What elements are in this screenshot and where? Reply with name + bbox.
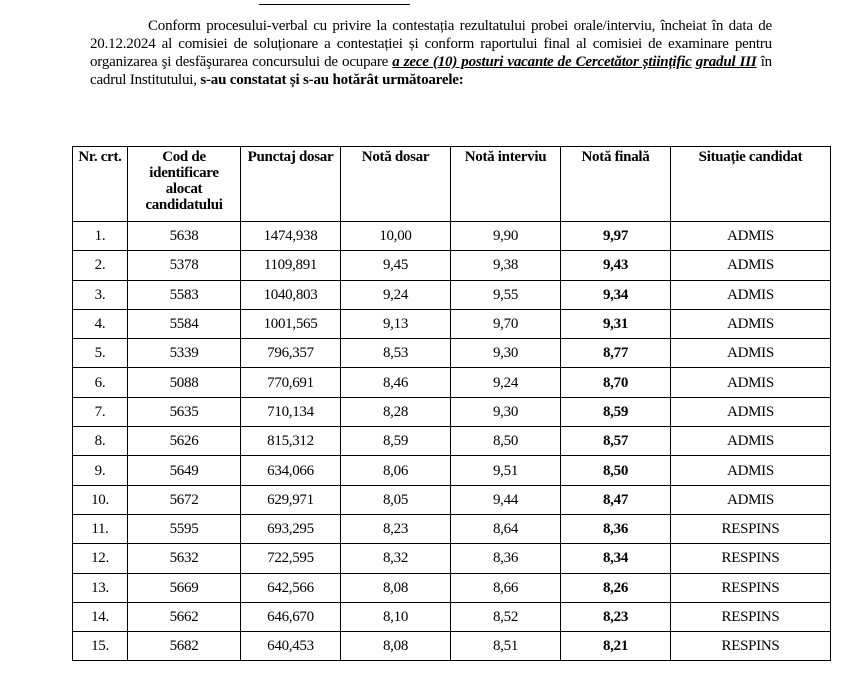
table-cell: ADMIS <box>671 309 831 338</box>
table-cell: 8,51 <box>451 632 561 661</box>
table-row <box>73 544 831 573</box>
column-header: Situație candidat <box>671 147 831 222</box>
table-cell: 5632 <box>128 544 241 573</box>
table-cell: 8,50 <box>561 456 671 485</box>
table-cell: 8,05 <box>341 485 451 514</box>
table-cell: 5584 <box>128 309 241 338</box>
table-cell: 8,77 <box>561 339 671 368</box>
table-cell: 8,28 <box>341 397 451 426</box>
table-cell: 9,24 <box>341 280 451 309</box>
table-cell: 5672 <box>128 485 241 514</box>
table-cell: 5669 <box>128 573 241 602</box>
table-cell: 693,295 <box>241 514 341 543</box>
table-cell: 1109,891 <box>241 251 341 280</box>
table-cell: ADMIS <box>671 427 831 456</box>
table-cell: 15. <box>73 632 128 661</box>
table-cell: 12. <box>73 544 128 573</box>
table-cell: 13. <box>73 573 128 602</box>
column-header: Punctaj dosar <box>241 147 341 222</box>
table-cell: 9,51 <box>451 456 561 485</box>
table-cell: 5595 <box>128 514 241 543</box>
results-table <box>72 146 831 661</box>
intro-text: Conform procesului-verbal cu privire la contestația rezultatului probei orale/interviu, încheiat în data de 20.12.2024 al comisiei de soluționare a contestației și conform raportului final al comisiei de examinare pentru organizarea şi desfăşurarea concursului de ocupare <box>90 18 772 70</box>
table-cell: 8,21 <box>561 632 671 661</box>
table-cell: 8,23 <box>341 514 451 543</box>
table-cell: 3. <box>73 280 128 309</box>
table-cell: 8,36 <box>451 544 561 573</box>
table-cell: 5. <box>73 339 128 368</box>
table-cell: 722,595 <box>241 544 341 573</box>
table-cell: ADMIS <box>671 456 831 485</box>
table-row <box>73 427 831 456</box>
table-row <box>73 573 831 602</box>
column-header: Nr. crt. <box>73 147 128 222</box>
table-row <box>73 280 831 309</box>
table-cell: 1001,565 <box>241 309 341 338</box>
table-cell: 9,44 <box>451 485 561 514</box>
table-cell: 770,691 <box>241 368 341 397</box>
table-cell: 5635 <box>128 397 241 426</box>
table-cell: 11. <box>73 514 128 543</box>
table-cell: 8,32 <box>341 544 451 573</box>
table-cell: 9,55 <box>451 280 561 309</box>
column-header: Notă dosar <box>341 147 451 222</box>
table-cell: 5583 <box>128 280 241 309</box>
table-cell: 5626 <box>128 427 241 456</box>
table-cell: 5662 <box>128 602 241 631</box>
table-cell: 8,59 <box>561 397 671 426</box>
table-cell: 9,45 <box>341 251 451 280</box>
intro-paragraph <box>90 17 772 89</box>
table-row <box>73 456 831 485</box>
table-cell: 634,066 <box>241 456 341 485</box>
position-title: a zece (10) posturi vacante de Cercetător științific <box>392 54 692 70</box>
table-cell: 629,971 <box>241 485 341 514</box>
table-cell: 9,31 <box>561 309 671 338</box>
table-cell: 10,00 <box>341 222 451 251</box>
column-header: Cod de identificare alocat candidatului <box>128 147 241 222</box>
table-cell: 8,23 <box>561 602 671 631</box>
table-cell: ADMIS <box>671 339 831 368</box>
table-cell: 4. <box>73 309 128 338</box>
table-cell: 6. <box>73 368 128 397</box>
table-row <box>73 485 831 514</box>
table-cell: ADMIS <box>671 251 831 280</box>
table-cell: 9,24 <box>451 368 561 397</box>
table-cell: 8,08 <box>341 632 451 661</box>
table-cell: 9,38 <box>451 251 561 280</box>
table-cell: 8,06 <box>341 456 451 485</box>
table-row <box>73 514 831 543</box>
table-cell: RESPINS <box>671 602 831 631</box>
table-row <box>73 251 831 280</box>
table-row <box>73 632 831 661</box>
table-row <box>73 309 831 338</box>
table-cell: 8,59 <box>341 427 451 456</box>
table-cell: RESPINS <box>671 573 831 602</box>
table-cell: 710,134 <box>241 397 341 426</box>
table-cell: 815,312 <box>241 427 341 456</box>
table-cell: 5339 <box>128 339 241 368</box>
table-cell: 8,50 <box>451 427 561 456</box>
table-cell: 5378 <box>128 251 241 280</box>
table-cell: 9,90 <box>451 222 561 251</box>
table-cell: 8,53 <box>341 339 451 368</box>
decision-text: s-au constatat și s-au hotărât următoarele: <box>200 72 464 88</box>
table-row <box>73 397 831 426</box>
table-cell: 9,30 <box>451 339 561 368</box>
column-header: Notă finală <box>561 147 671 222</box>
table-cell: ADMIS <box>671 397 831 426</box>
title-underline <box>259 4 410 5</box>
intro-text-2: în cadrul Institutului, <box>90 54 772 88</box>
table-cell: 1474,938 <box>241 222 341 251</box>
table-cell: 10. <box>73 485 128 514</box>
table-cell: ADMIS <box>671 280 831 309</box>
table-cell: 8. <box>73 427 128 456</box>
table-row <box>73 602 831 631</box>
table-cell: 642,566 <box>241 573 341 602</box>
column-header: Notă interviu <box>451 147 561 222</box>
table-row <box>73 368 831 397</box>
table-row <box>73 222 831 251</box>
table-cell: 8,10 <box>341 602 451 631</box>
table-cell: 8,47 <box>561 485 671 514</box>
table-cell: 646,670 <box>241 602 341 631</box>
table-cell: 8,52 <box>451 602 561 631</box>
table-cell: 9,97 <box>561 222 671 251</box>
table-cell: 9. <box>73 456 128 485</box>
table-cell: 9,70 <box>451 309 561 338</box>
position-grade: gradul III <box>695 54 757 70</box>
table-cell: 8,34 <box>561 544 671 573</box>
table-cell: 5649 <box>128 456 241 485</box>
table-cell: 8,66 <box>451 573 561 602</box>
table-cell: 5088 <box>128 368 241 397</box>
table-cell: 8,64 <box>451 514 561 543</box>
table-cell: 8,36 <box>561 514 671 543</box>
table-cell: ADMIS <box>671 222 831 251</box>
table-cell: RESPINS <box>671 514 831 543</box>
table-cell: 8,26 <box>561 573 671 602</box>
table-cell: 796,357 <box>241 339 341 368</box>
table-cell: 5638 <box>128 222 241 251</box>
table-cell: 7. <box>73 397 128 426</box>
table-cell: 2. <box>73 251 128 280</box>
table-cell: 1. <box>73 222 128 251</box>
table-cell: ADMIS <box>671 368 831 397</box>
table-cell: 640,453 <box>241 632 341 661</box>
table-cell: 1040,803 <box>241 280 341 309</box>
table-cell: 5682 <box>128 632 241 661</box>
table-cell: 9,43 <box>561 251 671 280</box>
table-cell: RESPINS <box>671 544 831 573</box>
table-cell: 9,34 <box>561 280 671 309</box>
table-cell: 8,08 <box>341 573 451 602</box>
table-cell: 8,70 <box>561 368 671 397</box>
table-row <box>73 339 831 368</box>
table-cell: RESPINS <box>671 632 831 661</box>
table-cell: 9,30 <box>451 397 561 426</box>
table-cell: ADMIS <box>671 485 831 514</box>
table-cell: 14. <box>73 602 128 631</box>
table-cell: 8,46 <box>341 368 451 397</box>
table-cell: 8,57 <box>561 427 671 456</box>
table-cell: 9,13 <box>341 309 451 338</box>
